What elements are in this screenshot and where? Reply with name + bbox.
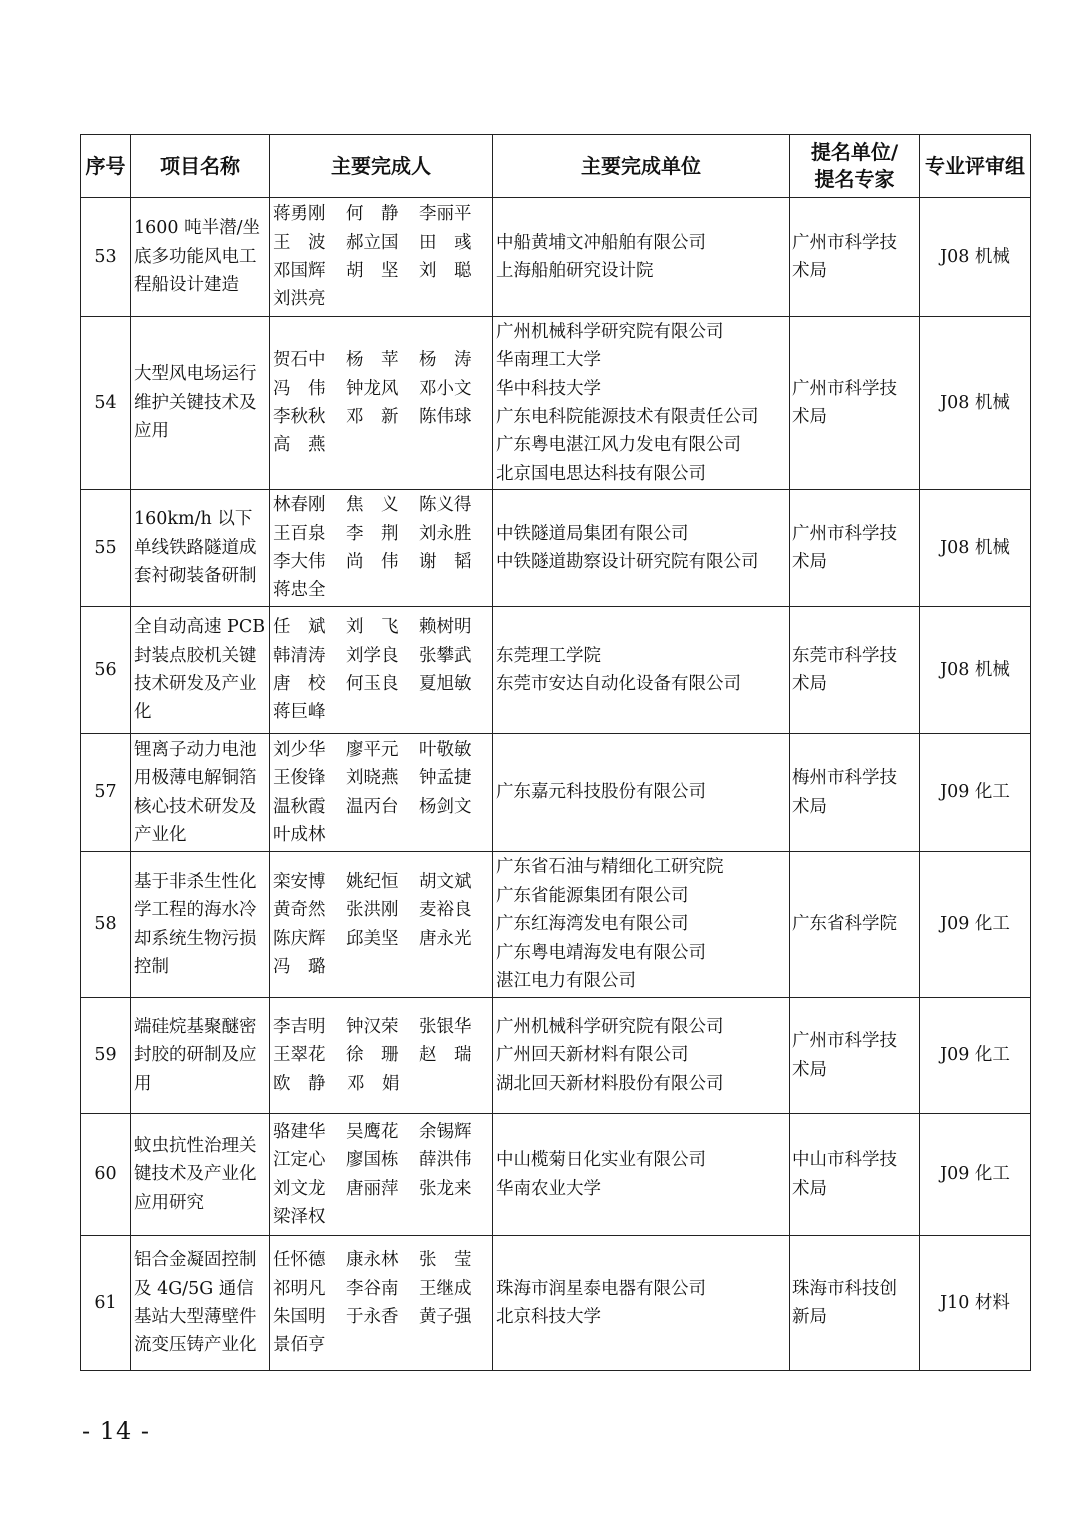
contributor-name: 郝立国 (346, 232, 399, 253)
contributors-cell (270, 490, 493, 607)
contributor-name: 刘永胜 (419, 523, 472, 544)
unit-name: 珠海市润星泰电器有限公司 (496, 1278, 706, 1299)
project-name-cell: 锂离子动力电池用极薄电解铜箔核心技术研发及产业化 (131, 734, 270, 852)
contributor-name: 邓国辉 (273, 261, 326, 281)
project-name-cell: 全自动高速 PCB 封装点胶机关键技术研发及产业化 (131, 607, 270, 734)
unit-name: 中船黄埔文冲船舶有限公司 (496, 232, 706, 253)
contributor-name: 唐永光 (419, 928, 472, 949)
nominator-text: 珠海市科技创新局 (792, 1278, 897, 1327)
contributors-line (273, 896, 492, 924)
unit-name: 中山榄菊日化实业有限公司 (496, 1150, 706, 1171)
contributor-name: 王翠花 (273, 1045, 326, 1066)
serial-number-cell: 57 (81, 734, 131, 852)
contributors-line (273, 431, 492, 459)
nominator-text: 梅州市科学技术局 (792, 768, 897, 817)
contributor-name: 李谷南 (346, 1278, 399, 1299)
units-cell (493, 198, 790, 317)
nominator-cell (790, 998, 920, 1114)
serial-number-cell: 56 (81, 607, 131, 734)
page-number: - 14 - (82, 1417, 151, 1445)
contributor-name: 刘少华 (273, 739, 326, 760)
contributors-line (273, 1246, 492, 1274)
table-row (81, 317, 1031, 490)
unit-name: 广东粤电靖海发电有限公司 (496, 942, 706, 963)
contributor-name: 夏旭敏 (419, 674, 472, 694)
contributor-name: 杨 涛 (419, 350, 472, 371)
contributors-line (273, 576, 492, 604)
table-row (81, 490, 1031, 607)
contributor-name: 钟孟捷 (419, 768, 472, 789)
nominator-cell (790, 1236, 920, 1371)
units-cell (493, 317, 790, 490)
contributor-name: 刘 聪 (419, 261, 472, 281)
contributors-line (273, 736, 492, 764)
contributor-name: 温秋霞 (273, 796, 326, 817)
contributors-line (273, 520, 492, 548)
unit-name: 中铁隧道局集团有限公司 (496, 523, 689, 544)
contributors-line (273, 1118, 492, 1146)
contributors-cell (270, 734, 493, 852)
project-name-cell: 蚊虫抗性治理关键技术及产业化应用研究 (131, 1114, 270, 1236)
contributor-name: 栾安博 (273, 871, 326, 892)
unit-name: 东莞市安达自动化设备有限公司 (496, 674, 741, 694)
unit-name: 广东粤电湛江风力发电有限公司 (496, 435, 741, 456)
contributor-name: 康永林 (346, 1250, 399, 1271)
contributor-name: 何玉良 (346, 674, 399, 694)
contributor-name: 张银华 (419, 1016, 472, 1037)
units-cell (493, 1114, 790, 1236)
unit-name: 北京科技大学 (496, 1307, 601, 1327)
serial-number-cell: 60 (81, 1114, 131, 1236)
contributors-line (273, 1275, 492, 1303)
project-name-cell: 1600 吨半潜/坐底多功能风电工程船设计建造 (131, 198, 270, 317)
contributor-name: 吴鹰花 (346, 1121, 399, 1142)
contributors-line (273, 1041, 492, 1069)
contributor-name: 梁泽权 (273, 1206, 326, 1227)
header-main-contributors: 主要完成人 (270, 135, 493, 198)
contributor-name: 唐丽萍 (346, 1178, 399, 1199)
contributor-name: 赵 瑞 (419, 1045, 472, 1066)
review-group-cell: J09 化工 (920, 998, 1031, 1114)
header-nominator-text: 提名单位/提名专家 (810, 140, 899, 191)
nominator-text: 广东省科学院 (792, 914, 897, 935)
nominator-cell (790, 852, 920, 998)
contributors-line (273, 642, 492, 670)
contributor-name: 陈义得 (419, 495, 472, 516)
contributor-name: 徐 珊 (346, 1045, 399, 1066)
contributor-name: 江定心 (273, 1150, 326, 1171)
contributors-line (273, 403, 492, 431)
unit-name: 北京国电思达科技有限公司 (496, 463, 706, 484)
unit-name: 东莞理工学院 (496, 645, 601, 666)
serial-number-cell: 53 (81, 198, 131, 317)
contributor-name: 李吉明 (273, 1016, 326, 1037)
review-group-cell: J08 机械 (920, 490, 1031, 607)
contributors-cell (270, 607, 493, 734)
contributor-name: 任怀德 (273, 1250, 326, 1271)
contributor-name: 邓 新 (346, 407, 399, 427)
contributor-name: 叶成林 (273, 824, 326, 845)
units-cell (493, 490, 790, 607)
contributor-name: 廖国栋 (346, 1150, 399, 1171)
contributor-name: 刘晓燕 (346, 768, 399, 789)
project-name-cell: 端硅烷基聚醚密封胶的研制及应用 (131, 998, 270, 1114)
contributor-name: 欧 静 (273, 1073, 326, 1094)
contributor-name: 姚纪恒 (346, 871, 399, 892)
contributors-line (273, 1303, 492, 1331)
contributor-name: 朱国明 (273, 1307, 326, 1327)
table-row (81, 998, 1031, 1114)
contributor-name: 张龙来 (419, 1178, 472, 1199)
nominator-cell (790, 317, 920, 490)
contributor-name: 蒋巨峰 (273, 702, 326, 723)
contributor-name: 韩清涛 (273, 645, 326, 666)
contributor-name: 谢 韬 (419, 552, 472, 572)
contributors-line (273, 1203, 492, 1231)
contributor-name: 任 斌 (273, 617, 326, 638)
header-serial-number: 序号 (81, 135, 131, 198)
review-group-cell: J08 机械 (920, 317, 1031, 490)
contributor-name: 邓小文 (419, 378, 472, 399)
contributor-name: 高 燕 (273, 435, 326, 456)
contributor-name: 余锡辉 (419, 1121, 472, 1142)
unit-name: 广州机械科学研究院有限公司 (496, 321, 724, 342)
review-group-cell: J08 机械 (920, 198, 1031, 317)
table-header-row (81, 135, 1031, 198)
contributor-name: 景佰亨 (273, 1335, 326, 1356)
contributor-name: 何 静 (346, 204, 399, 225)
contributor-name: 陈庆辉 (273, 928, 326, 949)
nominator-cell (790, 734, 920, 852)
units-cell (493, 734, 790, 852)
contributor-name: 钟汉荣 (346, 1016, 399, 1037)
contributor-name: 钟龙风 (346, 378, 399, 399)
contributor-name: 邱美坚 (346, 928, 399, 949)
contributor-name: 薛洪伟 (419, 1150, 472, 1171)
contributors-line (273, 1070, 492, 1098)
contributor-name: 冯 璐 (273, 956, 326, 977)
contributor-name: 黄子强 (419, 1307, 472, 1327)
contributor-name: 廖平元 (346, 739, 399, 760)
contributors-line (273, 868, 492, 896)
contributor-name: 张 莹 (419, 1250, 472, 1271)
contributors-line (273, 925, 492, 953)
table-row (81, 734, 1031, 852)
header-project-name: 项目名称 (131, 135, 270, 198)
unit-name: 中铁隧道勘察设计研究院有限公司 (496, 552, 759, 572)
contributor-name: 黄奇然 (273, 900, 326, 921)
contributor-name: 叶敬敏 (419, 739, 472, 760)
contributors-line (273, 200, 492, 228)
header-review-group: 专业评审组 (920, 135, 1031, 198)
nominator-text: 广州市科学技术局 (792, 378, 897, 427)
contributors-line (273, 1175, 492, 1203)
review-group-cell: J10 材料 (920, 1236, 1031, 1371)
unit-name: 广东红海湾发电有限公司 (496, 914, 689, 935)
review-group-cell: J09 化工 (920, 852, 1031, 998)
contributor-name: 田 彧 (419, 232, 472, 253)
review-group-cell: J09 化工 (920, 1114, 1031, 1236)
contributors-cell (270, 1114, 493, 1236)
unit-name: 广东嘉元科技股份有限公司 (496, 782, 706, 803)
contributors-cell (270, 998, 493, 1114)
contributor-name: 蒋勇刚 (273, 204, 326, 225)
serial-number-cell: 58 (81, 852, 131, 998)
contributor-name: 杨剑文 (419, 796, 472, 817)
award-table-page (80, 134, 1030, 1371)
contributor-name: 温丙台 (346, 796, 399, 817)
units-cell (493, 852, 790, 998)
contributors-line (273, 793, 492, 821)
units-cell (493, 607, 790, 734)
serial-number-cell: 54 (81, 317, 131, 490)
contributor-name: 张攀武 (419, 645, 472, 666)
table-row (81, 852, 1031, 998)
contributor-name: 李大伟 (273, 552, 326, 572)
contributor-name: 焦 义 (346, 495, 399, 516)
nominator-text: 广州市科学技术局 (792, 232, 897, 281)
contributor-name: 林春刚 (273, 495, 326, 516)
contributor-name: 于永香 (346, 1307, 399, 1327)
unit-name: 湛江电力有限公司 (496, 971, 636, 992)
contributors-line (273, 1013, 492, 1041)
nominator-text: 广州市科学技术局 (792, 523, 897, 572)
contributor-name: 王百泉 (273, 523, 326, 544)
contributor-name: 张洪刚 (346, 900, 399, 921)
contributors-line (273, 613, 492, 641)
contributors-cell (270, 852, 493, 998)
nominator-text: 东莞市科学技术局 (792, 645, 897, 694)
contributor-name: 杨 苹 (346, 350, 399, 371)
contributor-name: 祁明凡 (273, 1278, 326, 1299)
serial-number-cell: 59 (81, 998, 131, 1114)
contributors-line (273, 764, 492, 792)
nominator-cell (790, 198, 920, 317)
contributor-name: 王 波 (273, 232, 326, 253)
unit-name: 广东电科院能源技术有限责任公司 (496, 407, 759, 427)
project-name-cell: 铝合金凝固控制及 4G/5G 通信基站大型薄壁件流变压铸产业化 (131, 1236, 270, 1371)
serial-number-cell: 55 (81, 490, 131, 607)
contributor-name: 李 荆 (346, 523, 399, 544)
project-name-cell: 大型风电场运行维护关键技术及应用 (131, 317, 270, 490)
unit-name: 湖北回天新材料股份有限公司 (496, 1073, 724, 1094)
contributors-line (273, 953, 492, 981)
nominator-cell (790, 607, 920, 734)
nominator-text: 广州市科学技术局 (792, 1031, 897, 1080)
contributor-name: 胡文斌 (419, 871, 472, 892)
award-table (80, 134, 1031, 1371)
contributor-name: 骆建华 (273, 1121, 326, 1142)
serial-number-cell: 61 (81, 1236, 131, 1371)
contributors-line (273, 1331, 492, 1359)
contributor-name: 李秋秋 (273, 407, 326, 427)
table-body (81, 198, 1031, 1371)
contributor-name: 刘文龙 (273, 1178, 326, 1199)
table-row (81, 1236, 1031, 1371)
contributors-line (273, 670, 492, 698)
contributors-line (273, 491, 492, 519)
contributors-line (273, 229, 492, 257)
header-main-units: 主要完成单位 (493, 135, 790, 198)
project-name-cell: 基于非杀生性化学工程的海水冷却系统生物污损控制 (131, 852, 270, 998)
contributors-cell (270, 317, 493, 490)
contributors-line (273, 285, 492, 313)
contributor-name: 王俊锋 (273, 768, 326, 789)
contributor-name: 尚 伟 (346, 552, 399, 572)
unit-name: 广州回天新材料有限公司 (496, 1045, 689, 1066)
contributor-name: 王继成 (419, 1278, 472, 1299)
contributors-line (273, 821, 492, 849)
contributor-name: 刘 飞 (346, 617, 399, 638)
nominator-cell (790, 490, 920, 607)
contributors-cell (270, 198, 493, 317)
header-nominator (790, 135, 920, 198)
contributor-name: 贺石中 (273, 350, 326, 371)
contributor-name: 李丽平 (419, 204, 472, 225)
contributors-line (273, 548, 492, 576)
unit-name: 华南理工大学 (496, 350, 601, 371)
contributors-line (273, 375, 492, 403)
contributor-name: 赖树明 (419, 617, 472, 638)
contributors-line (273, 346, 492, 374)
contributor-name: 陈伟球 (419, 407, 472, 427)
unit-name: 广州机械科学研究院有限公司 (496, 1016, 724, 1037)
contributors-line (273, 257, 492, 285)
nominator-text: 中山市科学技术局 (792, 1150, 897, 1199)
contributor-name: 麦裕良 (419, 900, 472, 921)
unit-name: 华中科技大学 (496, 378, 601, 399)
table-row (81, 198, 1031, 317)
unit-name: 广东省能源集团有限公司 (496, 885, 689, 906)
contributor-name: 刘洪亮 (273, 289, 326, 310)
nominator-cell (790, 1114, 920, 1236)
contributor-name: 胡 坚 (346, 261, 399, 281)
contributor-name: 刘学良 (346, 645, 399, 666)
unit-name: 华南农业大学 (496, 1178, 601, 1199)
contributor-name: 邓 娟 (347, 1073, 400, 1094)
table-row (81, 1114, 1031, 1236)
unit-name: 上海船舶研究设计院 (496, 261, 654, 281)
contributors-line (273, 1146, 492, 1174)
units-cell (493, 998, 790, 1114)
contributors-cell (270, 1236, 493, 1371)
unit-name: 广东省石油与精细化工研究院 (496, 857, 724, 878)
project-name-cell: 160km/h 以下单线铁路隧道成套衬砌装备研制 (131, 490, 270, 607)
contributor-name: 冯 伟 (273, 378, 326, 399)
review-group-cell: J09 化工 (920, 734, 1031, 852)
units-cell (493, 1236, 790, 1371)
contributor-name: 唐 校 (273, 674, 326, 694)
contributors-line (273, 698, 492, 726)
review-group-cell: J08 机械 (920, 607, 1031, 734)
contributor-name: 蒋忠全 (273, 580, 326, 601)
table-row (81, 607, 1031, 734)
